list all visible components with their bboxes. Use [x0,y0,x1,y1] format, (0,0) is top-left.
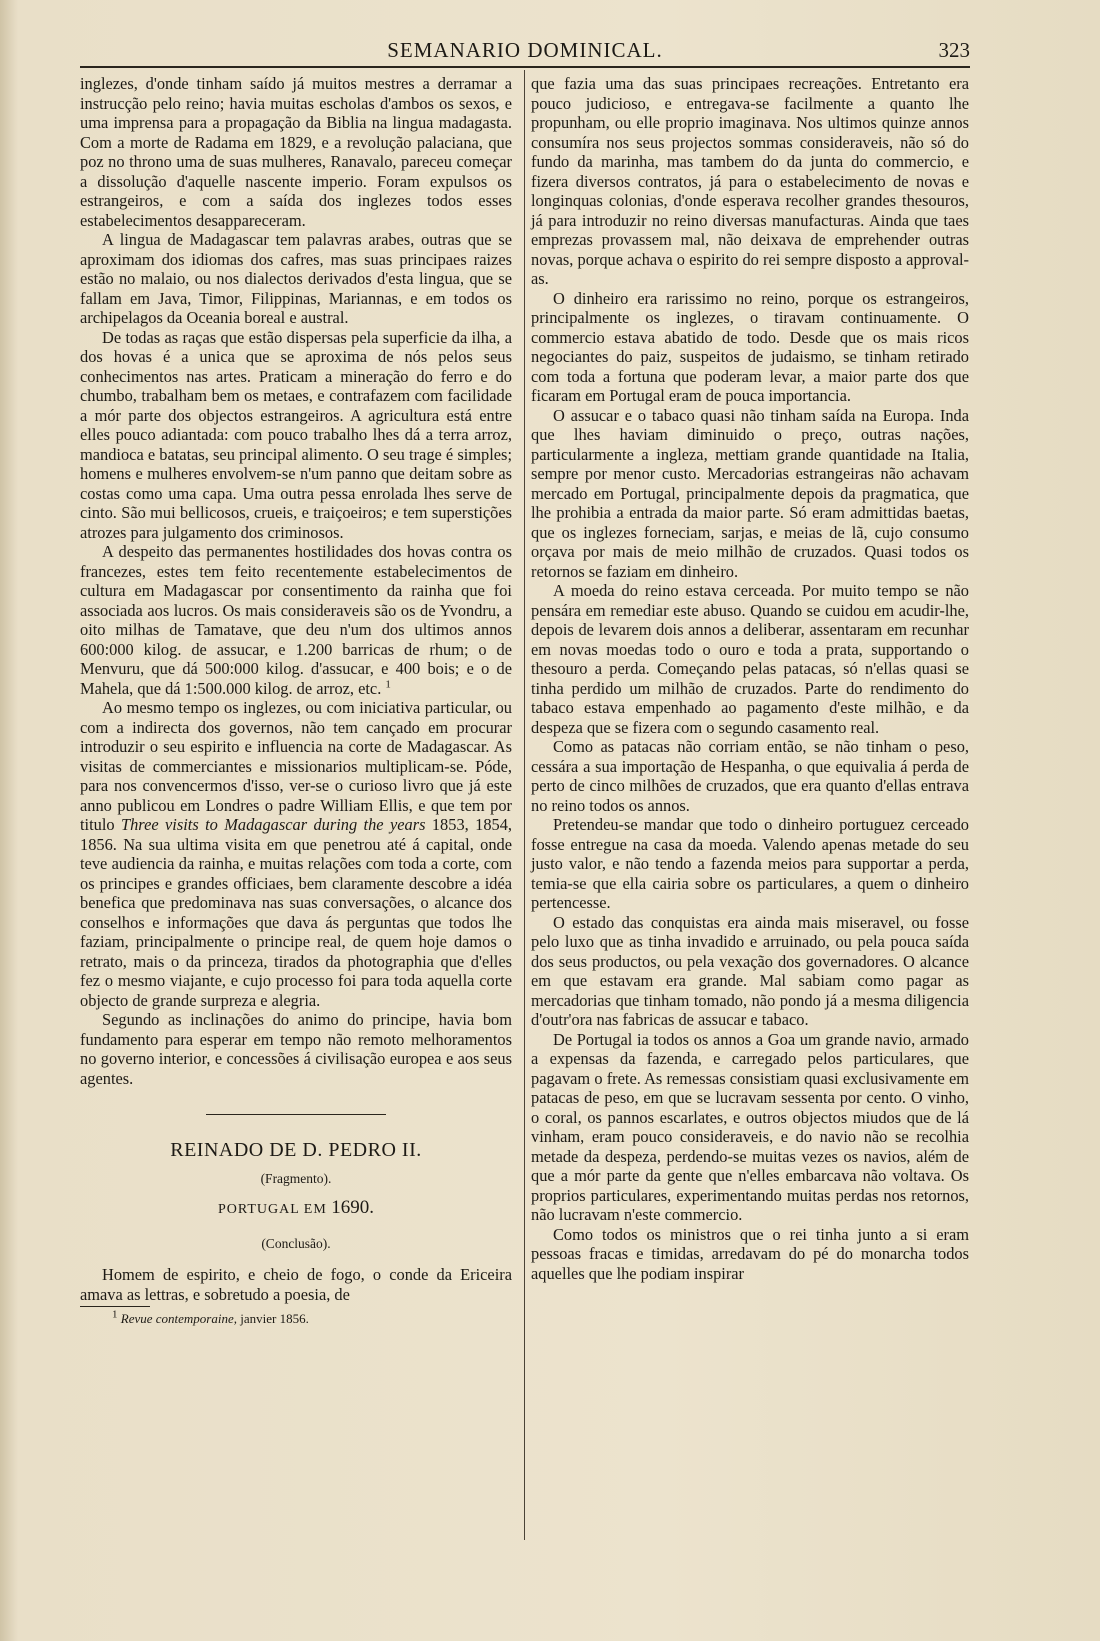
paragraph: O estado das conquistas era ainda mais miseravel, ou fosse pelo luxo que as tinha invadido e arruinado, ou pela pouca saída dos seus productos, ou pela vexação dos governadores. O alcance em que estavam era grande. Mal sabiam como pagar as mercadorias que tinham tomado, não pondo já a mesma diligencia d'outr'ora nas fabricas de assucar e tabaco. [531,912,969,1029]
paragraph: Homem de espirito, e cheio de fogo, o conde da Ericeira amava as lettras, e sobretudo a poesia, de [80,1265,512,1304]
page-number: 323 [938,38,970,62]
right-column [531,74,969,1283]
paragraph-text: A despeito das permanentes hostilidades dos hovas contra os francezes, estes tem feito recentemente estabelecimentos de cultura em Madagascar por consentimento da rainha que foi associada aos lucros. Os mais consideraveis são os de Yvondru, a oito milhas de Tamatave, que deu n'um dos ultimos annos 600:000 kilog. de assucar, e 1.200 barricas de rhum; o de Menvuru, que dá 500:000 kilog. d'assucar, e 400 bois; e o de Mahela, que dá 1:500.000 kilog. de arroz, etc. [80,542,512,698]
footnote-rule [80,1306,150,1307]
paragraph: inglezes, d'onde tinham saído já muitos mestres a derramar a instrucção pelo reino; havia muitas escholas d'ambos os sexos, e uma imprensa para a propagação da Biblia na lingua madagasta. Com a morte de Radama em 1829, e a revolução palaciana, que poz no throno uma de suas mulheres, Ranavalo, pareceu começar a dissolução d'aquelle nascente imperio. Foram expulsos os estrangeiros, e com a saída dos inglezes todos esses estabelecimentos desappareceram. [80,74,512,230]
paragraph: De todas as raças que estão dispersas pela superficie da ilha, a dos hovas é a unica que se aproxima de nós pelos seus conhecimentos nas artes. Praticam a mineração do ferro e do chumbo, trabalham bem os metaes, e contrafazem com facilidade a mór parte dos objectos estrangeiros. A agricultura está entre elles pouco adiantada: com pouco trabalho lhes dá a terra arroz, mandioca e batatas, seu principal alimento. O seu trage é simples; homens e mulheres envolvem-se n'um panno que deitam sobre as costas como uma capa. Uma outra pessa enrolada lhes serve de cinto. São mui bellicosos, crueis, e traiçoeiros; e tem superstições atrozes para julgamento dos criminosos. [80,327,512,542]
paragraph: O assucar e o tabaco quasi não tinham saída na Europa. Inda que lhes haviam diminuido o preço, outras nações, particularmente a ingleza, mettiam grande quantidade na Italia, sempre por menor custo. Mercadorias estrangeiras não achavam mercado em Portugal, principalmente depois da pragmatica, que lhe prohibia a entrada da maior parte. Só eram admittidas baetas, que os inglezes forneciam, sarjas, e meias de lã, cujo consumo orçava por mais de meio milhão de cruzados. Quasi todos os retornos se faziam em dinheiro. [531,405,969,581]
section-place: PORTUGAL EM [217,1202,327,1217]
left-column [80,74,512,1326]
footnote-reference: 1 [385,678,391,691]
paragraph: Segundo as inclinações do animo do principe, havia bom fundamento para esperar em tempo não remoto melhoramentos no governo interior, e concessões á civilisação europea e aos seus agentes. [80,1010,512,1088]
footnote [80,1308,512,1326]
paragraph: A lingua de Madagascar tem palavras arabes, outras que se aproximam dos idiomas dos cafres, mas suas principaes raizes estão no malaio, ou nos dialectos derivados d'esta lingua, que se fallam em Java, Timor, Filippinas, Mariannas, e em todos os archipelagos da Oceania boreal e austral. [80,230,512,327]
paragraph: Pretendeu-se mandar que todo o dinheiro portuguez cerceado fosse entregue na casa da moeda. Valendo apenas metade do seu justo valor, e não tendo a fazenda meios para supportar a perda, temia-se que ella cairia sobre os particulares, a quem o dinheiro pertencesse. [531,815,969,912]
section-title: REINADO DE D. PEDRO II. [170,1139,422,1161]
footnote-mark: 1 [112,1308,118,1321]
running-title: SEMANARIO DOMINICAL. [387,38,663,62]
paragraph: A moeda do reino estava cerceada. Por muito tempo se não pensára em remediar este abuso. Quando se cuidou em acudir-lhe, depois de levarem dois annos a deliberar, assentaram em recunhar em novas moedas todo o ouro e toda a prata, supportando o thesouro a perda. Começando pelas patacas, só n'ellas quasi se tinha perdido um milhão de cruzados. Parte do rendimento do tabaco estava empenhado ao pagamento d'este milhão, e da despeza que se fizera com o segundo casamento real. [531,581,969,737]
book-title: Three visits to Madagascar during the years [121,815,426,834]
footnote-source: Revue contemporaine, [120,1311,237,1326]
section-conclusion: (Conclusão). [261,1235,331,1251]
paragraph-text: Ao mesmo tempo os inglezes, ou com iniciativa particular, ou com a indirecta dos governos, não tem cançado em procurar introduzir o seu espirito e influencia na corte de Madagascar. As visitas de commerciantes e missionarios multiplicam-se. Póde, para nos convencermos d'isso, ver-se o curioso livro que já este anno publicou em Londres o padre William Ellis, e que tem por titulo [80,698,512,834]
section-place-date [80,1198,512,1220]
section-year: 1690. [331,1197,375,1218]
paragraph [80,542,512,698]
paragraph [80,698,512,1010]
header-rule [80,66,970,68]
paragraph: De Portugal ia todos os annos a Goa um grande navio, armado a expensas da fazenda, e carregado pelos particulares, que pagavam o frete. As remessas consistiam quasi exclusivamente em patacas de peso, em que se lucravam sessenta por cento. O vinho, o coral, os pannos escarlates, e outros objectos miudos que de lá vinham, eram pouco consideraveis, e do navio não se recolhia metade da despeza, perdendo-se muitas vezes os navios, além de que a mór parte da gente que n'elles embarcava não voltava. Os proprios particulares, experimentando muitas perdas nos retornos, não lucravam n'este commercio. [531,1029,969,1224]
footnote-date: janvier 1856. [240,1311,309,1326]
paragraph: que fazia uma das suas principaes recreações. Entretanto era pouco judicioso, e entregava-se facilmente a quanto lhe propunham, ou elle proprio imaginava. Nos ultimos quinze annos consumíra nos seus projectos sommas consideraveis, não só do fundo da marinha, mas tambem do da junta do commercio, e fizera diversos contratos, já para o estabelecimento de novas e longinquas colonias, d'onde esperava recolher grandes thesouros, já para introduzir no reino diversas manufacturas. Ainda que taes emprezas provassem mal, não deixava de emprehender outras novas, porque achava o espirito do rei sempre disposto a approval-as. [531,74,969,288]
paragraph: Como as patacas não corriam então, se não tinham o peso, cessára a sua importação de Hespanha, o que equivalia á perda de perto de cinco milhões de cruzados, que era quanto d'ellas entrava no reino todos os annos. [531,737,969,815]
section-subtitle: (Fragmento). [260,1170,332,1186]
column-divider [524,70,525,1540]
paragraph: O dinheiro era rarissimo no reino, porque os estrangeiros, principalmente os inglezes, o tiravam continuamente. O commercio estava abatido de todo. Desde que os mais ricos negociantes do paiz, suspeitos de judaismo, se tinham retirado com toda a fortuna que poderam levar, a maior parte dos que ficaram em Portugal eram de pouca importancia. [531,288,969,405]
page-header [80,38,970,66]
paragraph: Como todos os ministros que o rei tinha junto a si eram pessoas fracas e timidas, arredavam do pé do monarcha todos aquelles que lhe podiam inspirar [531,1224,969,1283]
section-rule [206,1114,386,1115]
paragraph-text: 1853, 1854, 1856. Na sua ultima visita em que penetrou até á capital, onde teve audiencia da rainha, e muitas relações com toda a corte, com os principes e grandes officiaes, bem claramente descobre a idéa benefica que predominava nas suas conversações, o alcance dos conselhos e informações que dava ás perguntas que todos lhe faziam, principalmente o principe real, de quem hoje damos o retrato, mais o da princeza, tirados da photographia que d'elles fez o mesmo viajante, e cujo processo foi para toda aquella corte objecto de grande surpreza e alegria. [80,815,512,1010]
